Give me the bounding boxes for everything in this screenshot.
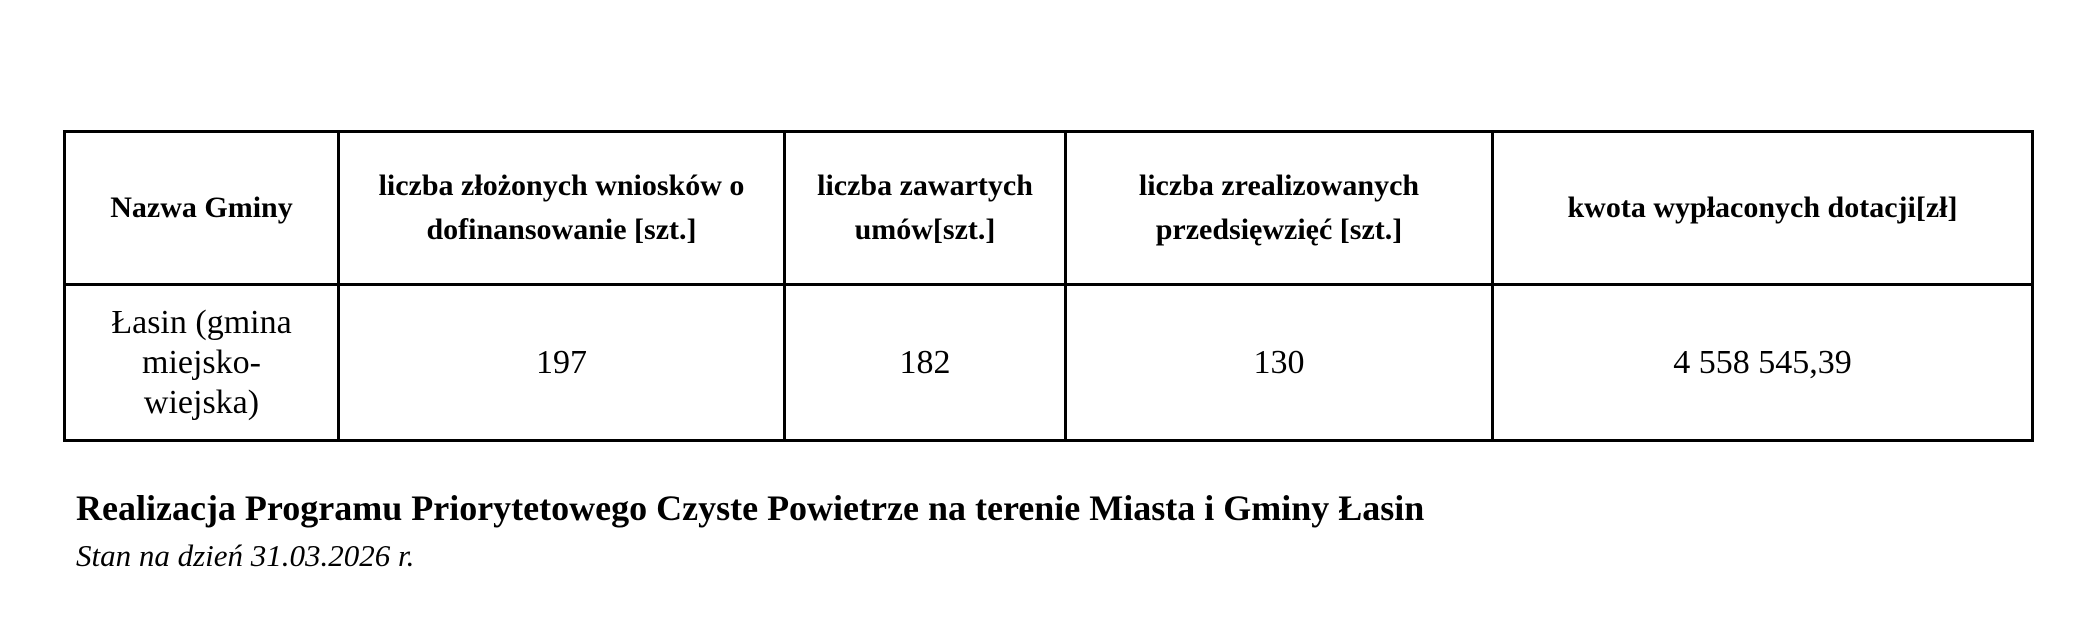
table-caption-date: Stan na dzień 31.03.2026 r. [76,538,415,573]
cell-municipality-name [65,285,339,441]
cell-completed-projects: 130 [1066,285,1493,441]
municipality-name-line: Łasin (gmina [111,303,292,341]
header-municipality-name: Nazwa Gminy [65,132,339,285]
header-completed-projects: liczba zrealizowanych przedsięwzięć [szt.] [1066,132,1493,285]
cell-contracts-count: 182 [785,285,1066,441]
municipality-name-line: wiejska) [143,383,260,421]
table-row [65,285,2033,441]
table-caption-title: Realizacja Programu Priorytetowego Czyste Powietrze na terenie Miasta i Gminy Łasin [76,488,1425,528]
header-applications-count: liczba złożonych wniosków o dofinansowanie [szt.] [339,132,785,285]
cell-applications-count: 197 [339,285,785,441]
cell-grant-amount: 4 558 545,39 [1493,285,2033,441]
municipality-name-line: miejsko- [142,343,261,381]
dotation-table [63,130,2034,442]
header-grant-amount: kwota wypłaconych dotacji[zł] [1493,132,2033,285]
header-contracts-count: liczba zawartych umów[szt.] [785,132,1066,285]
table-header-row [65,132,2033,285]
